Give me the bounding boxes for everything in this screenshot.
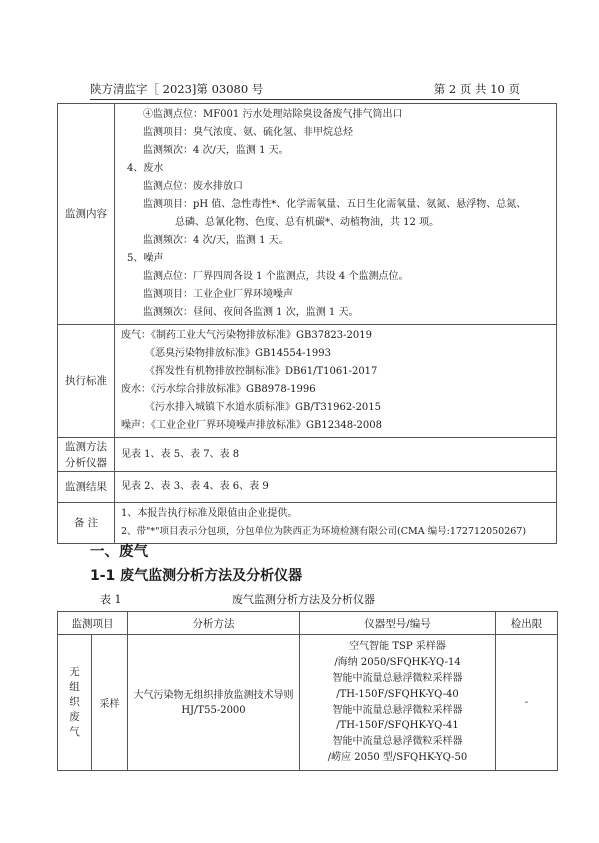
label-monitoring-content: 监测内容 bbox=[58, 104, 115, 325]
content-line: ④监测点位：MF001 污水处理站除臭设备废气排气筒出口 bbox=[143, 109, 403, 120]
table-row bbox=[58, 635, 558, 771]
row-monitoring-content bbox=[58, 104, 557, 325]
category-cell bbox=[58, 635, 92, 771]
methods-table-header bbox=[58, 612, 558, 635]
standard-line: 废气：《制药工业大气污染物排放标准》GB37823-2019 bbox=[121, 330, 372, 341]
item-cell: 采样 bbox=[92, 635, 128, 771]
instrument-line: /TH-150F/SFQHK-YQ-41 bbox=[336, 720, 459, 732]
label-standards: 执行标准 bbox=[58, 325, 115, 438]
standard-line: 《污水排入城镇下水道水质标准》GB/T31962-2015 bbox=[145, 402, 382, 413]
row-methods bbox=[58, 438, 557, 472]
table-caption bbox=[100, 592, 520, 608]
content-line: 监测点位：厂界四周各设 1 个监测点，共设 4 个监测点位。 bbox=[143, 271, 409, 282]
standard-line: 噪声：《工业企业厂界环境噪声排放标准》GB12348-2008 bbox=[121, 420, 382, 431]
instrument-line: /海纳 2050/SFQHK-YQ-14 bbox=[334, 657, 461, 669]
label-results: 监测结果 bbox=[58, 472, 115, 503]
page-info: 第 2 页 共 10 页 bbox=[433, 82, 520, 96]
methods-table bbox=[57, 611, 558, 771]
label-methods bbox=[58, 438, 115, 472]
instrument-line: 智能中流量总悬浮微粒采样器 bbox=[332, 672, 463, 684]
header-rule bbox=[90, 99, 520, 100]
content-line: 监测项目：pH 值、急性毒性*、化学需氧量、五日生化需氧量、氨氮、悬浮物、总氮、 bbox=[143, 199, 527, 210]
content-line: 监测项目：臭气浓度、氨、硫化氢、非甲烷总烃 bbox=[143, 127, 353, 138]
instrument-line: 空气智能 TSP 采样器 bbox=[349, 641, 446, 653]
content-line: 监测点位：废水排放口 bbox=[143, 181, 243, 192]
instrument-line: /崂应 2050 型/SFQHK-YQ-50 bbox=[327, 751, 468, 763]
instrument-line: 智能中流量总悬浮微粒采样器 bbox=[332, 704, 463, 716]
label-methods-line1: 监测方法 bbox=[65, 440, 107, 453]
row-results bbox=[58, 472, 557, 503]
label-methods-line2: 分析仪器 bbox=[65, 456, 107, 469]
standard-line: 《挥发性有机物排放控制标准》DB61/T1061-2017 bbox=[145, 366, 378, 377]
standard-line: 《恶臭污染物排放标准》GB14554-1993 bbox=[145, 348, 331, 359]
header-method: 分析方法 bbox=[128, 612, 300, 635]
header-instrument: 仪器型号/编号 bbox=[300, 612, 496, 635]
row-standards bbox=[58, 325, 557, 438]
category-label: 无组织废气 bbox=[69, 666, 80, 738]
section-title: 一、废气 bbox=[90, 544, 148, 560]
instrument-cell bbox=[300, 635, 496, 771]
info-table bbox=[57, 103, 557, 544]
remarks-cell bbox=[115, 503, 557, 544]
detection-limit-cell: - bbox=[496, 635, 558, 771]
standards-cell bbox=[115, 325, 557, 438]
instrument-line: /TH-150F/SFQHK-YQ-40 bbox=[336, 688, 459, 700]
monitoring-content-cell bbox=[115, 104, 557, 325]
header-item: 监测项目 bbox=[58, 612, 128, 635]
content-line: 监测频次：4 次/天，监测 1 天。 bbox=[143, 235, 289, 246]
results-cell: 见表 2、表 3、表 4、表 6、表 9 bbox=[115, 472, 557, 503]
instrument-line: 智能中流量总悬浮微粒采样器 bbox=[332, 736, 463, 748]
content-line: 5、噪声 bbox=[127, 253, 164, 264]
table-title: 废气监测分析方法及分析仪器 bbox=[232, 593, 375, 606]
content-line: 4、废水 bbox=[127, 163, 164, 174]
page-header bbox=[90, 80, 520, 98]
remark-line: 2、带"*"项目表示分包项，分包单位为陕西正为环境检测有限公司(CMA 编号:172712050267) bbox=[121, 526, 527, 537]
method-cell: 大气污染物无组织排放监测技术导则 HJ/T55-2000 bbox=[128, 635, 300, 771]
subsection-title: 1-1 废气监测分析方法及分析仪器 bbox=[90, 568, 303, 584]
content-line: 监测频次：昼间、夜间各监测 1 次，监测 1 天。 bbox=[143, 307, 359, 318]
row-remarks bbox=[58, 503, 557, 544]
methods-cell: 见表 1、表 5、表 7、表 8 bbox=[115, 438, 557, 472]
report-number: 陕方清监字［ 2023]第 03080 号 bbox=[90, 82, 264, 96]
standard-line: 废水：《污水综合排放标准》GB8978-1996 bbox=[121, 384, 316, 395]
content-line: 监测频次：4 次/天，监测 1 天。 bbox=[143, 145, 289, 156]
header-detection-limit: 检出限 bbox=[496, 612, 558, 635]
remark-line: 1、本报告执行标准及限值由企业提供。 bbox=[121, 508, 298, 519]
content-line: 总磷、总氰化物、色度、总有机碳*、动植物油，共 12 项。 bbox=[175, 217, 440, 228]
content-line: 监测项目：工业企业厂界环境噪声 bbox=[143, 289, 293, 300]
table-number: 表 1 bbox=[100, 593, 122, 606]
label-remarks: 备 注 bbox=[58, 503, 115, 544]
